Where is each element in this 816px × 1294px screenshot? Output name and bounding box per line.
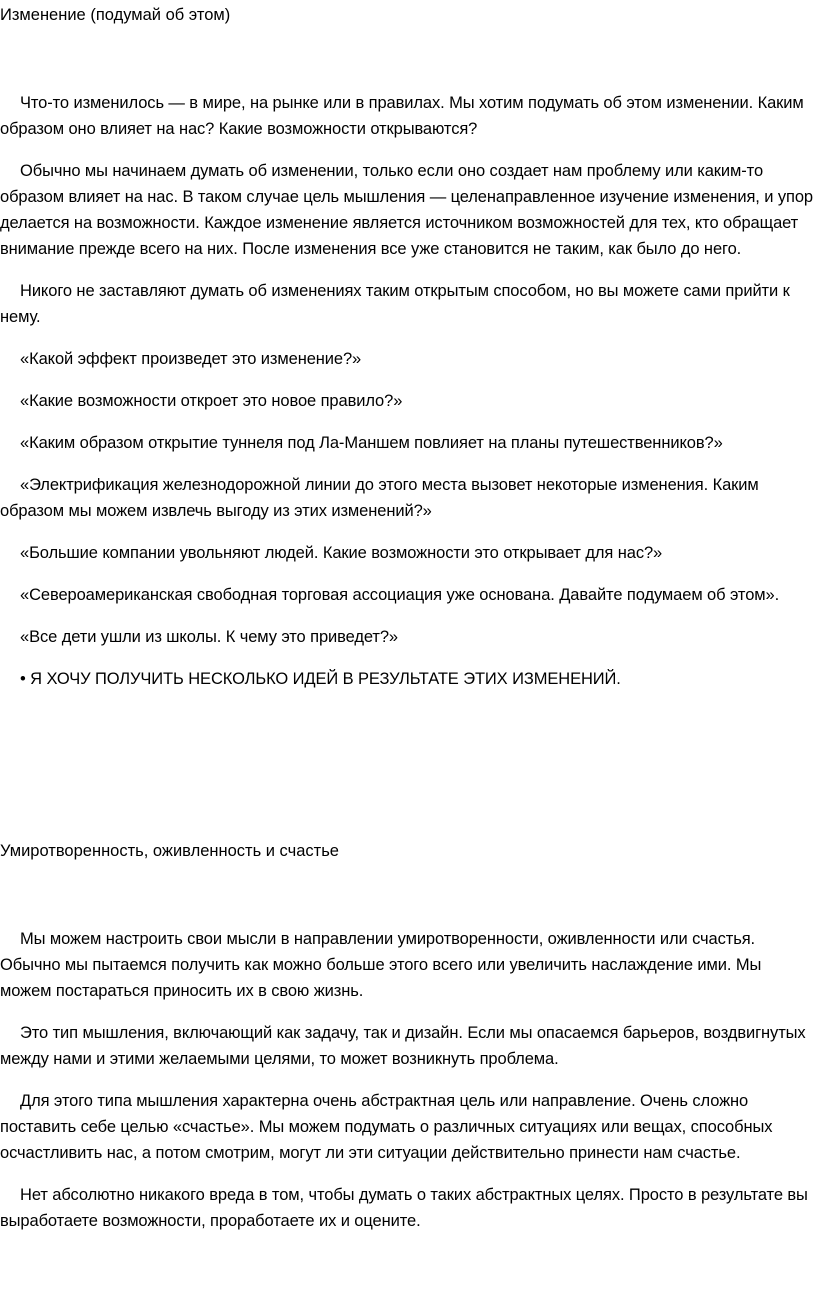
paragraph: Обычно мы начинаем думать об изменении, только если оно создает нам проблему или каким-то образом влияет на нас. В таком случае цель мышления — целенаправленное изучение изменения, и упор делается на возможности. Каждое изменение является источником возможностей для тех, кто обращает внимание прежде всего на них. После изменения все уже становится не таким, как было до него. [0, 162, 813, 258]
section-title-change: Изменение (подумай об этом) [0, 6, 231, 24]
paragraph: Что-то изменилось — в мире, на рынке или в правилах. Мы хотим подумать об этом изменении. Каким образом оно влияет на нас? Какие возможности открываются? [0, 94, 804, 138]
quote-paragraph: «Каким образом открытие туннеля под Ла-Маншем повлияет на планы путешественников?» [20, 434, 723, 452]
section-happiness-body [0, 926, 816, 1234]
paragraph: Нет абсолютно никакого вреда в том, чтобы думать о таких абстрактных целях. Просто в результате вы выработаете возможности, проработаете их и оцените. [0, 1186, 808, 1230]
bullet-paragraph: • Я ХОЧУ ПОЛУЧИТЬ НЕСКОЛЬКО ИДЕЙ В РЕЗУЛЬТАТЕ ЭТИХ ИЗМЕНЕНИЙ. [20, 670, 621, 688]
paragraph: Никого не заставляют думать об изменениях таким открытым способом, но вы можете сами прийти к нему. [0, 282, 790, 326]
quote-paragraph: «Какой эффект произведет это изменение?» [20, 350, 362, 368]
quote-paragraph: «Все дети ушли из школы. К чему это приведет?» [20, 628, 399, 646]
section-change-body [0, 90, 816, 692]
section-title-happiness: Умиротворенность, оживленность и счастье [0, 842, 339, 860]
paragraph: Мы можем настроить свои мысли в направлении умиротворенности, оживленности или счастья. Обычно мы пытаемся получить как можно больше этого всего или увеличить наслаждение ими. Мы можем постараться приносить их в свою жизнь. [0, 930, 762, 1000]
quote-paragraph: «Электрификация железнодорожной линии до этого места вызовет некоторые изменения. Каким образом мы можем извлечь выгоду из этих изменений?» [0, 476, 759, 520]
paragraph: Для этого типа мышления характерна очень абстрактная цель или направление. Очень сложно поставить себе целью «счастье». Мы можем подумать о различных ситуациях или вещах, способных осчастливить нас, а потом смотрим, могут ли эти ситуации действительно принести нам счастье. [0, 1092, 773, 1162]
quote-paragraph: «Североамериканская свободная торговая ассоциация уже основана. Давайте подумаем об этом». [20, 586, 780, 604]
quote-paragraph: «Какие возможности откроет это новое правило?» [20, 392, 403, 410]
quote-paragraph: «Большие компании увольняют людей. Какие возможности это открывает для нас?» [20, 544, 663, 562]
paragraph: Это тип мышления, включающий как задачу, так и дизайн. Если мы опасаемся барьеров, воздвигнутых между нами и этими желаемыми целями, то может возникнуть проблема. [0, 1024, 806, 1068]
